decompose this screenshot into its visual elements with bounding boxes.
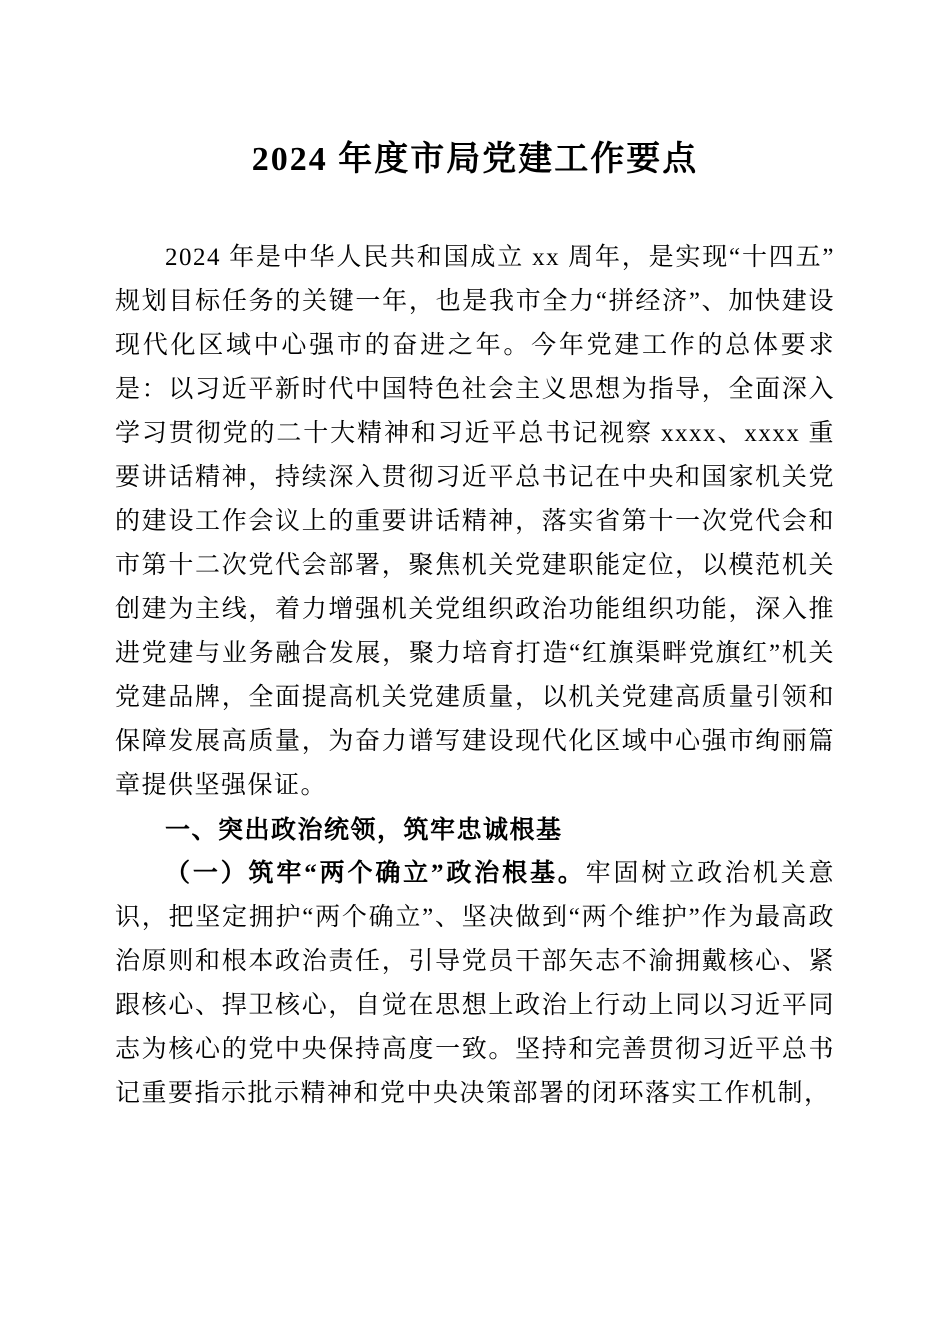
document-title: 2024 年度市局党建工作要点: [251, 141, 699, 178]
item-1-paragraph: [115, 852, 835, 1116]
section-1-heading: 一、突出政治统领，筑牢忠诚根基: [165, 816, 563, 844]
intro-paragraph: 2024 年是中华人民共和国成立 xx 周年，是实现“十四五”规划目标任务的关键一年，也是我市全力“拼经济”、加快建设现代化区域中心强市的奋进之年。今年党建工作的总体要求是：以习近平新时代中国特色社会主义思想为指导，全面深入学习贯彻党的二十大精神和习近平总书记视察 xxxx、xxxx 重要讲话精神，持续深入贯彻习近平总书记在中央和国家机关党的建设工作会议上的重要讲话精神，落实省第十一次党代会和市第十二次党代会部署，聚焦机关党建职能定位，以模范机关创建为主线，着力增强机关党组织政治功能组织功能，深入推进党建与业务融合发展，聚力培育打造“红旗渠畔党旗红”机关党建品牌，全面提高机关党建质量，以机关党建高质量引领和保障发展高质量，为奋力谱写建设现代化区域中心强市绚丽篇章提供坚强保证。: [115, 244, 835, 799]
item-1-lead-sentence: （一）筑牢“两个确立”政治根基。: [165, 860, 586, 887]
item-1-body-text: 牢固树立政治机关意识，把坚定拥护“两个确立”、坚决做到“两个维护”作为最高政治原则和根本政治责任，引导党员干部矢志不渝拥戴核心、紧跟核心、捍卫核心，自觉在思想上政治上行动上同以习近平同志为核心的党中央保持高度一致。坚持和完善贯彻习近平总书记重要指示批示精神和党中央决策部署的闭环落实工作机制，: [115, 860, 835, 1107]
